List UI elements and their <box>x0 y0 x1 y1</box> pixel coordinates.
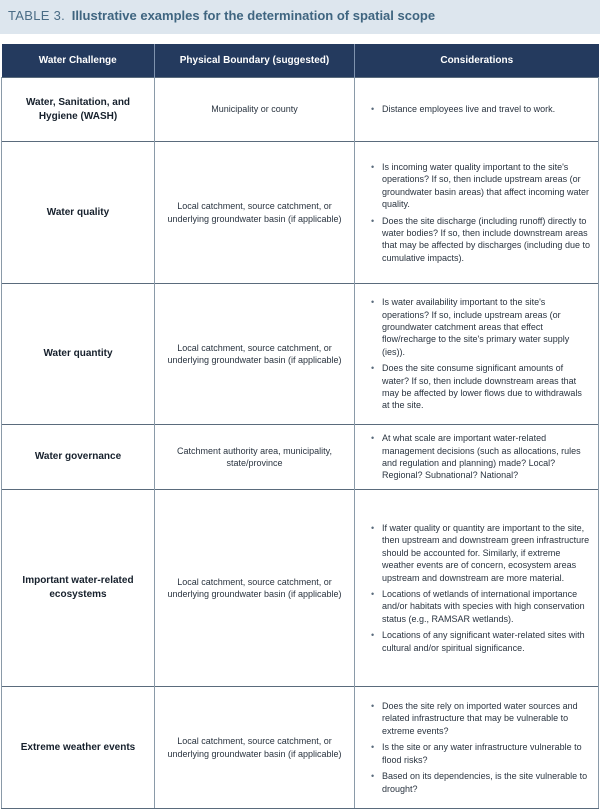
considerations-list <box>371 296 590 412</box>
consideration-item: • Distance employees live and travel to work. <box>371 103 590 115</box>
consideration-item: • Based on its dependencies, is the site vulnerable to drought? <box>371 770 590 795</box>
considerations-list <box>371 103 590 115</box>
water-challenge-cell: Water quantity <box>2 284 155 425</box>
consideration-item: • If water quality or quantity are important to the site, then upstream and downstream green infrastructure should be accounted for. Similarly, if extreme weather events are of concern, ecosystem areas upstream and downstream are more material. <box>371 522 590 584</box>
considerations-cell <box>355 142 599 284</box>
table-row <box>2 284 599 425</box>
consideration-item: • Does the site consume significant amounts of water? If so, then include downstream areas that may be affected by lower flows due to withdrawals at the site. <box>371 362 590 412</box>
physical-boundary-cell: Municipality or county <box>155 78 355 142</box>
header-physical-boundary: Physical Boundary (suggested) <box>155 44 355 78</box>
physical-boundary-cell: Local catchment, source catchment, or underlying groundwater basin (if applicable) <box>155 284 355 425</box>
water-challenge-cell: Water quality <box>2 142 155 284</box>
spatial-scope-table <box>1 44 599 809</box>
header-considerations: Considerations <box>355 44 599 78</box>
table-number: TABLE 3. <box>8 8 66 23</box>
table-caption <box>0 0 600 34</box>
table-row <box>2 490 599 687</box>
considerations-cell <box>355 78 599 142</box>
consideration-item: • Is water availability important to the site's operations? If so, include upstream areas (or groundwater catchment areas that effect flow/recharge to the site's primary water supply (ies)). <box>371 296 590 358</box>
physical-boundary-cell: Local catchment, source catchment, or underlying groundwater basin (if applicable) <box>155 687 355 809</box>
physical-boundary-cell: Local catchment, source catchment, or underlying groundwater basin (if applicable) <box>155 142 355 284</box>
considerations-cell <box>355 490 599 687</box>
physical-boundary-cell: Catchment authority area, municipality, state/province <box>155 425 355 490</box>
table-row <box>2 425 599 490</box>
considerations-list <box>371 522 590 654</box>
considerations-cell <box>355 687 599 809</box>
table-row <box>2 687 599 809</box>
water-challenge-cell: Extreme weather events <box>2 687 155 809</box>
consideration-item: • At what scale are important water-related management decisions (such as allocations, rules and regulation and planning) made? Local? Regional? Subnational? National? <box>371 432 590 482</box>
consideration-item: • Locations of any significant water-related sites with cultural and/or spiritual significance. <box>371 629 590 654</box>
water-challenge-cell: Water governance <box>2 425 155 490</box>
table-row <box>2 142 599 284</box>
header-row <box>2 44 599 78</box>
table-row <box>2 78 599 142</box>
water-challenge-cell: Important water-related ecosystems <box>2 490 155 687</box>
consideration-item: • Is the site or any water infrastructure vulnerable to flood risks? <box>371 741 590 766</box>
considerations-list <box>371 161 590 264</box>
considerations-cell <box>355 425 599 490</box>
considerations-list <box>371 700 590 795</box>
water-challenge-cell: Water, Sanitation, and Hygiene (WASH) <box>2 78 155 142</box>
considerations-list <box>371 432 590 482</box>
consideration-item: • Is incoming water quality important to the site's operations? If so, then include upstream areas (or groundwater basin areas) that affect incoming water quality. <box>371 161 590 211</box>
consideration-item: • Does the site rely on imported water sources and related infrastructure that may be vulnerable to extreme events? <box>371 700 590 737</box>
consideration-item: • Does the site discharge (including runoff) directly to water bodies? If so, then include downstream areas that may be affected by discharges (including due to cumulative impacts). <box>371 215 590 265</box>
physical-boundary-cell: Local catchment, source catchment, or underlying groundwater basin (if applicable) <box>155 490 355 687</box>
header-water-challenge: Water Challenge <box>2 44 155 78</box>
consideration-item: • Locations of wetlands of international importance and/or habitats with species with high conservation status (e.g., RAMSAR wetlands). <box>371 588 590 625</box>
considerations-cell <box>355 284 599 425</box>
table-title: Illustrative examples for the determination of spatial scope <box>71 8 436 23</box>
